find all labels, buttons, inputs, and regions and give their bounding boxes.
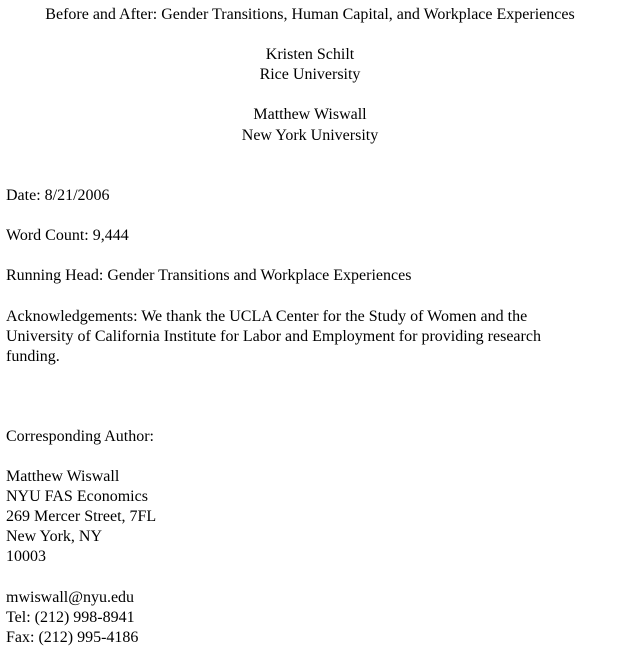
date-line: Date: 8/21/2006: [6, 187, 110, 204]
email-line: mwiswall@nyu.edu: [6, 589, 135, 606]
author-affiliation: Rice University: [259, 66, 361, 83]
author-affiliation: New York University: [241, 127, 379, 144]
address-line: New York, NY: [6, 528, 103, 545]
paper-title: Before and After: Gender Transitions, Human Capital, and Workplace Experiences: [45, 6, 575, 23]
address-line: 10003: [6, 548, 46, 565]
running-head-line: Running Head: Gender Transitions and Workplace Experiences: [6, 267, 412, 284]
address-line: 269 Mercer Street, 7FL: [6, 508, 157, 525]
author-name: Matthew Wiswall: [253, 106, 367, 123]
tel-line: Tel: (212) 998-8941: [6, 609, 135, 626]
author-name: Kristen Schilt: [265, 46, 355, 63]
address-line: NYU FAS Economics: [6, 488, 148, 505]
word-count-line: Word Count: 9,444: [6, 227, 129, 244]
acknowledgements-line: funding.: [6, 348, 60, 365]
acknowledgements-line: Acknowledgements: We thank the UCLA Center for the Study of Women and the: [6, 308, 528, 325]
address-line: Matthew Wiswall: [6, 468, 120, 485]
fax-line: Fax: (212) 995-4186: [6, 629, 139, 646]
acknowledgements-line: University of California Institute for Labor and Employment for providing research: [6, 328, 541, 345]
corresponding-author-label: Corresponding Author:: [6, 428, 154, 445]
